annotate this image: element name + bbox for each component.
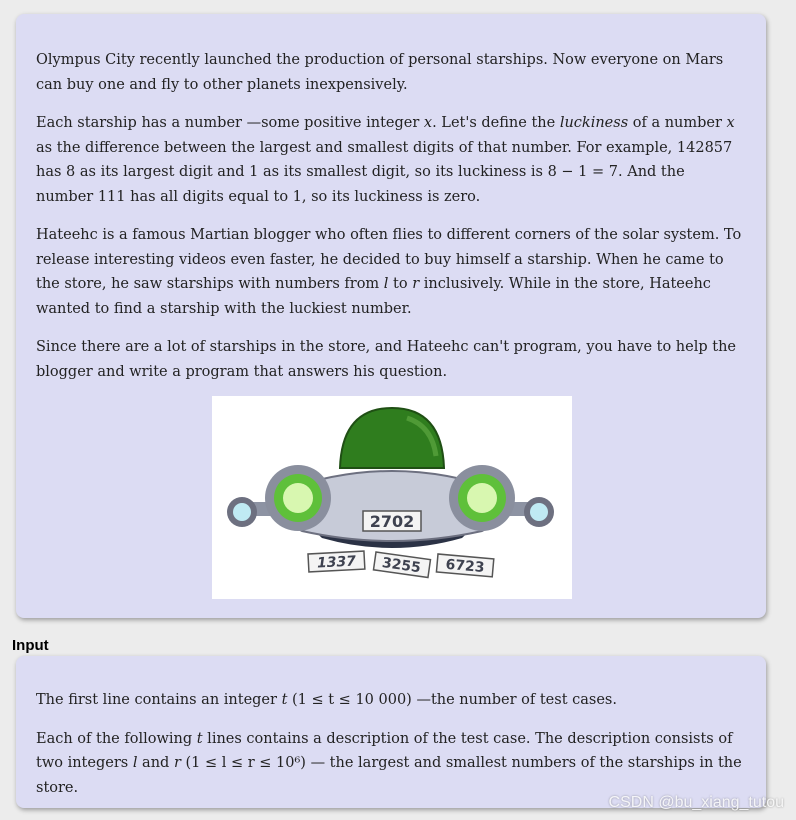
main-number-plate: 2702 — [369, 512, 415, 531]
starship-illustration — [212, 396, 572, 599]
math-t: t — [281, 692, 288, 708]
t-constraint: (1 ≤ t ≤ 10 000) — [292, 692, 412, 708]
lr-constraint: (1 ≤ l ≤ r ≤ 10⁶) — [185, 755, 306, 771]
input-section-title: Input — [12, 637, 49, 654]
input-paragraph-2: Each of the following t lines contains a description of the test case. The description consists of two integers l and r (1 ≤ l ≤ r ≤ 10⁶) — the largest and smallest numbers of the starships in the store. — [36, 730, 742, 796]
plate-1: 1337 — [316, 553, 357, 572]
math-expression: 8 − 1 = 7 — [547, 164, 619, 180]
term-luckiness: luckiness — [559, 115, 629, 131]
math-l: l — [383, 276, 389, 292]
statement-paragraph-1: Olympus City recently launched the production of personal starships. Now everyone on Mars can buy one and fly to other planets inexpensively. — [36, 52, 724, 93]
statement-card — [16, 14, 766, 618]
input-card — [16, 656, 766, 808]
math-r: r — [412, 276, 420, 292]
input-paragraph-1: The first line contains an integer t (1 ≤ t ≤ 10 000) —the number of test cases. — [36, 692, 617, 708]
plate-3: 6723 — [444, 556, 486, 577]
statement-paragraph-4: Since there are a lot of starships in the store, and Hateehc can't program, you have to help the blogger and write a program that answers his question. — [36, 339, 736, 380]
statement-paragraph-2: Each starship has a number —some positive integer x. Let's define the luckiness of a number x as the difference between the largest and smallest digits of that number. For example, 142857 has 8 as its largest digit and 1 as its smallest digit, so its luckiness is 8 − 1 = 7. And the number 111 has all digits equal to 1, so its luckiness is zero. — [36, 115, 735, 205]
statement-paragraph-3: Hateehc is a famous Martian blogger who often flies to different corners of the solar system. To release interesting videos even faster, he decided to buy himself a starship. When he came to the store, he saw starships with numbers from l to r inclusively. While in the store, Hateehc wanted to find a starship with the luckiest number. — [36, 227, 742, 317]
math-x: x — [423, 115, 433, 131]
csdn-watermark: CSDN @bu_xiang_tutou — [608, 794, 784, 811]
plate-2: 3255 — [380, 555, 422, 577]
